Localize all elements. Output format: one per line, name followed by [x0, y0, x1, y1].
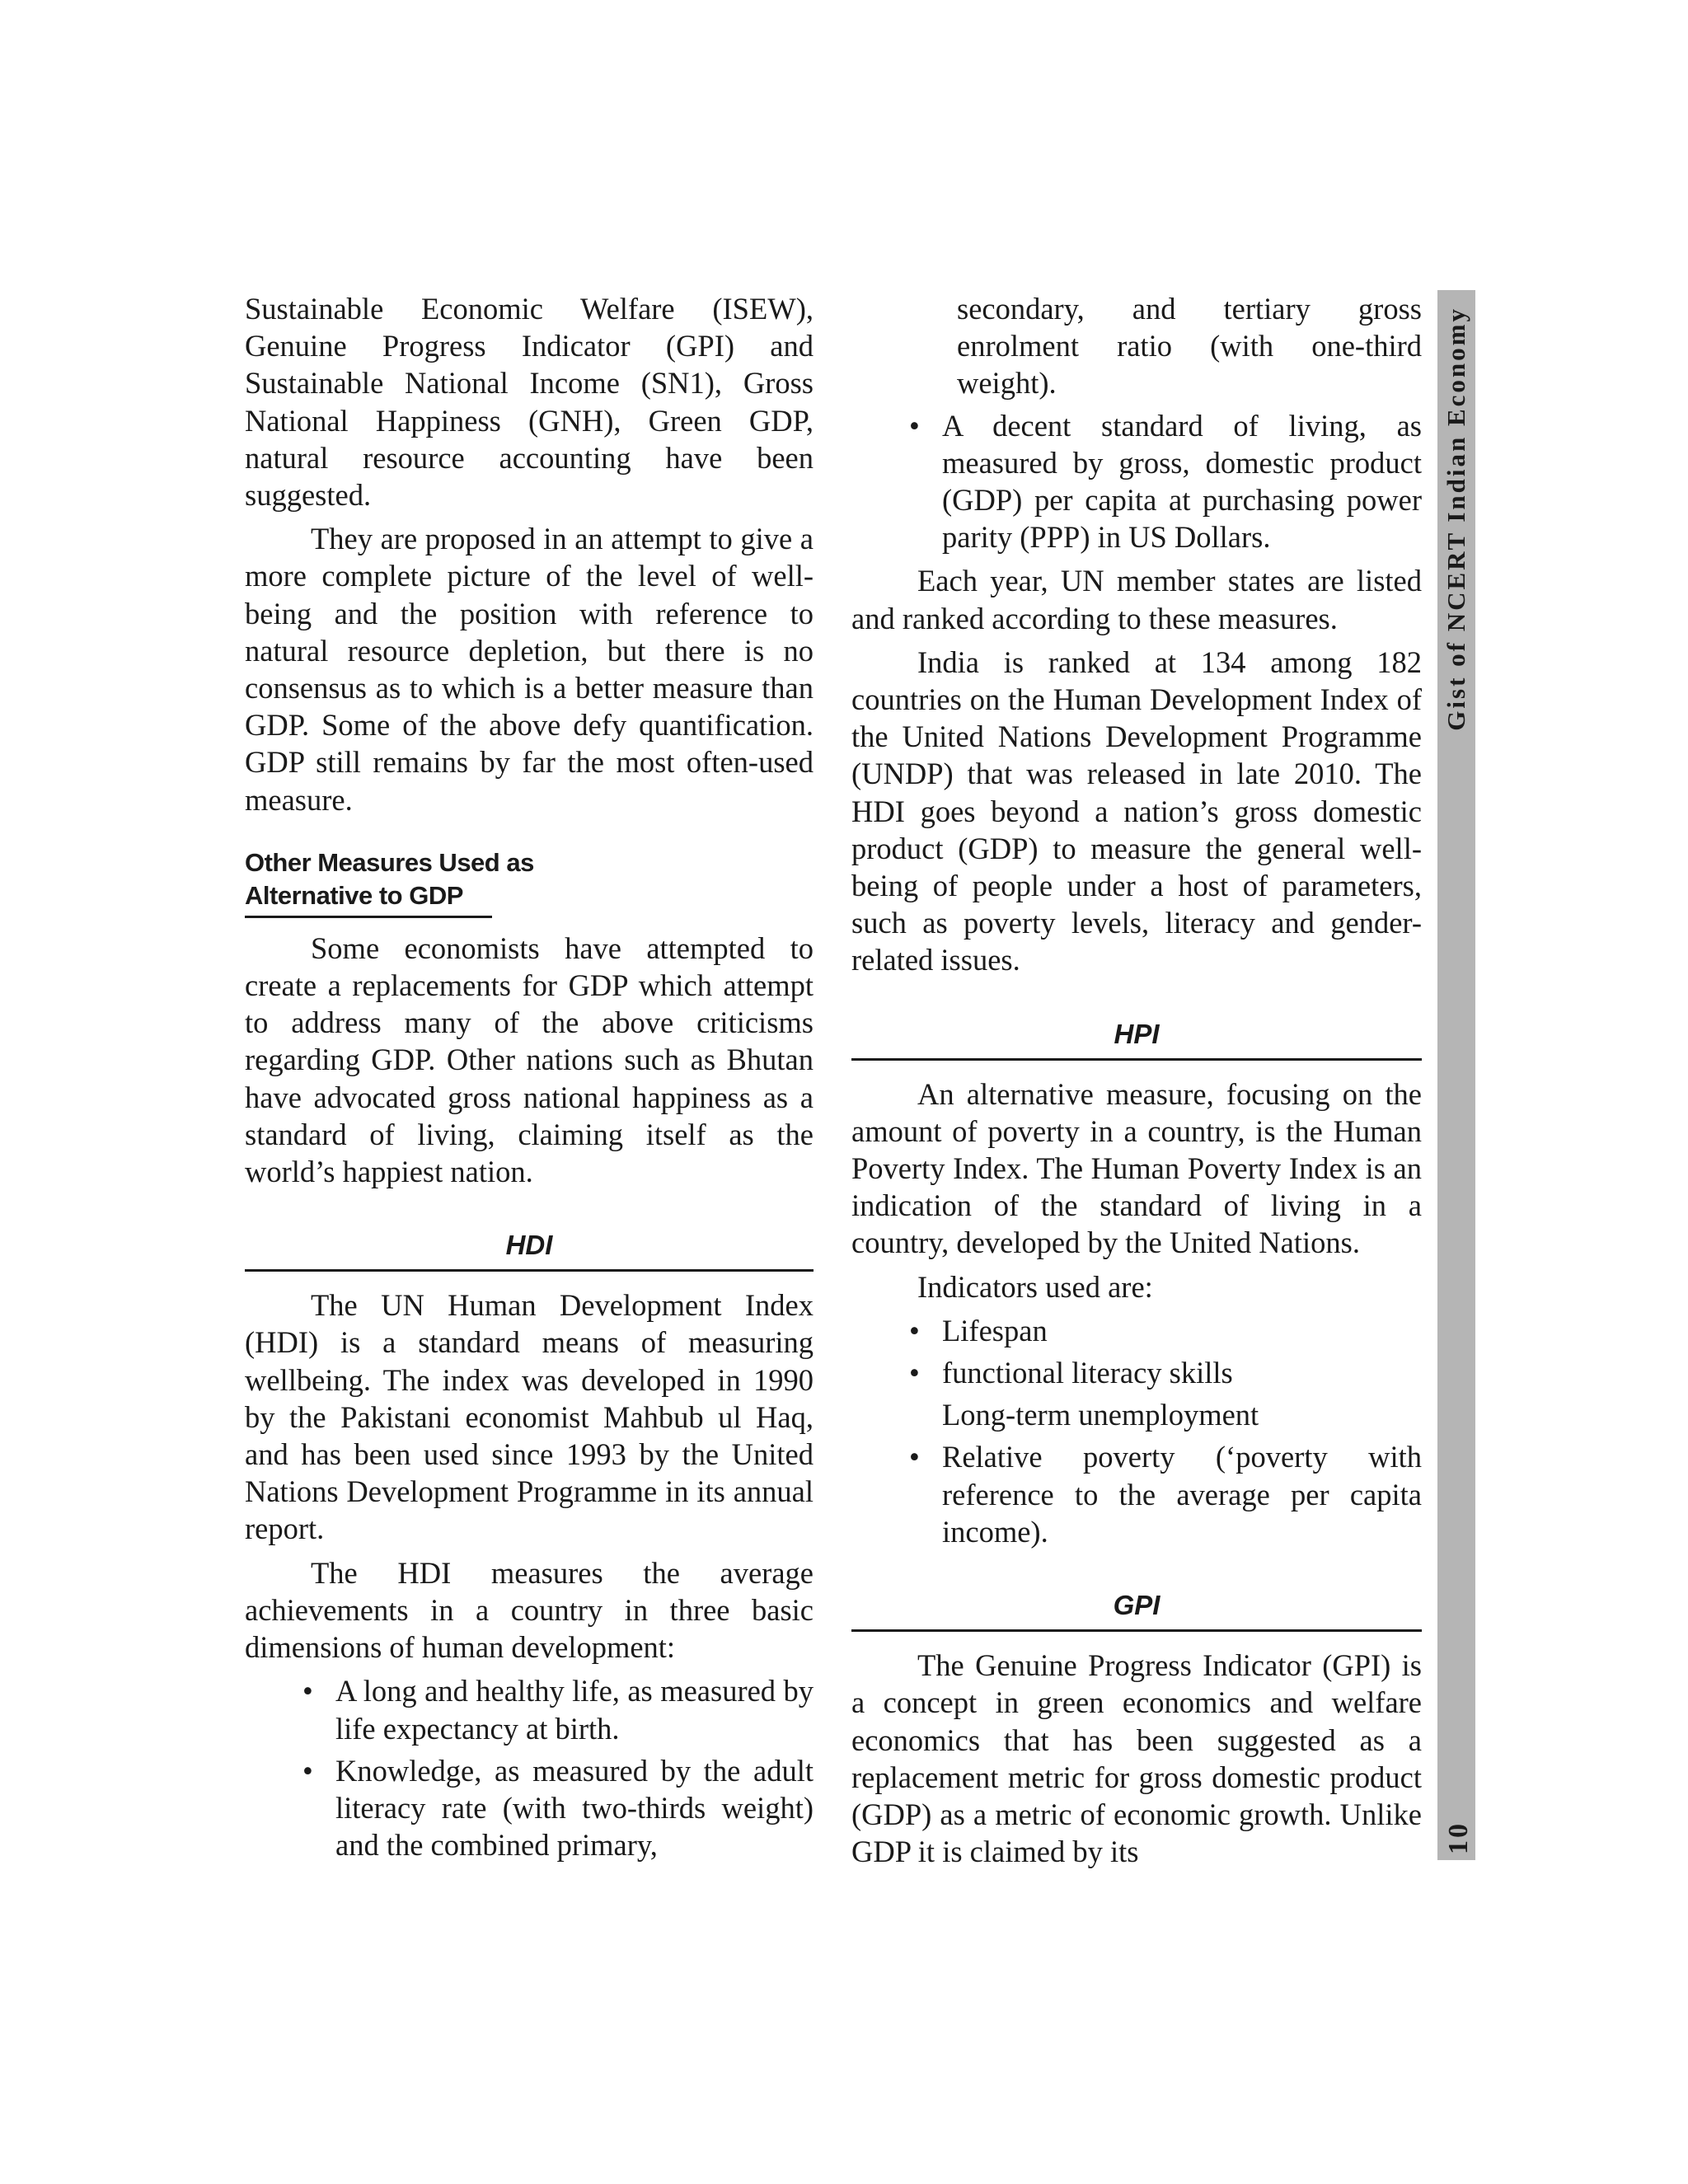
paragraph: Indicators used are: [917, 1269, 1153, 1304]
bullet-icon: • [302, 1753, 313, 1788]
paragraph: Some economists have attempted to create a replacements for GDP which attempt to address many of the above criticisms regarding GDP. Other nations such as Bhutan have advocated gross national happiness as a standard of living, claiming itself as the world’s happiest nation. [245, 930, 814, 1189]
right-column [851, 290, 1422, 1877]
hpi-indicators-list [909, 1312, 1422, 1550]
paragraph: The Genuine Progress Indicator (GPI) is a concept in green economics and welfare economics that has been suggested as a replacement metric for gross domestic product (GDP) as a metric of economic growth. Unlike GDP it is claimed by its [851, 1648, 1422, 1869]
section-rule [851, 1058, 1422, 1061]
section-title-hdi: HDI [505, 1230, 553, 1261]
paragraph: Sustainable Economic Welfare (ISEW), Genuine Progress Indicator (GPI) and Sustainable National Income (SN1), Gross National Happiness (GNH), Green GDP, natural resource accounting have been suggested. [245, 292, 814, 513]
section-rule [245, 1269, 814, 1272]
list-item: • Knowledge, as measured by the adult literacy rate (with two-thirds weight) and the combined primary, [302, 1753, 814, 1863]
left-column [245, 290, 814, 1870]
paragraph: India is ranked at 134 among 182 countries on the Human Development Index of the United Nations Development Programme (UNDP) that was released in late 2010. The HDI goes beyond a nation’s gross domestic product (GDP) to measure the general well-being of people under a host of parameters, such as poverty levels, literacy and gender-related issues. [851, 644, 1422, 977]
list-item-continuation: secondary, and tertiary gross enrolment ratio (with one-third weight). [957, 292, 1422, 401]
section-title-gpi: GPI [1113, 1590, 1160, 1621]
section-rule [851, 1629, 1422, 1632]
hdi-dimensions-list-continued [909, 407, 1422, 556]
hdi-dimensions-list [302, 1672, 814, 1863]
heading-underline [245, 916, 492, 918]
section-title-hpi: HPI [1114, 1018, 1160, 1049]
list-item: • Lifespan [909, 1312, 1422, 1349]
bullet-icon: • [302, 1674, 313, 1708]
paragraph: An alternative measure, focusing on the amount of poverty in a country, is the Human Poverty Index. The Human Poverty Index is an indication of the standard of living in a country, developed by the United Nations. [851, 1076, 1422, 1260]
bullet-icon: • [909, 1356, 920, 1390]
paragraph: The HDI measures the average achievements in a country in three basic dimensions of human development: [245, 1555, 814, 1665]
book-title-vertical: Gist of NCERT Indian Economy [1442, 307, 1470, 731]
section-heading-other-measures: Other Measures Used as Alternative to GDP [245, 847, 534, 910]
paragraph: They are proposed in an attempt to give a more complete picture of the level of well-being and the position with reference to natural resource depletion, but there is no consensus as to which is a better measure than GDP. Some of the above defy quantification. GDP still remains by far the most often-used measure. [245, 522, 814, 817]
bullet-icon: • [909, 1313, 920, 1347]
list-item: • A long and healthy life, as measured by life expectancy at birth. [302, 1674, 814, 1746]
paragraph: Each year, UN member states are listed and ranked according to these measures. [851, 564, 1422, 635]
list-item: Long-term unemployment [942, 1398, 1259, 1432]
list-item: • functional literacy skills [909, 1354, 1422, 1391]
bullet-icon: • [909, 408, 920, 443]
paragraph: The UN Human Development Index (HDI) is a standard means of measuring wellbeing. The index was developed in 1990 by the Pakistani economist Mahbub ul Haq, and has been used since 1993 by the United Nations Development Programme in its annual report. [245, 1288, 814, 1546]
list-item: • A decent standard of living, as measured by gross, domestic product (GDP) per capita at purchasing power parity (PPP) in US Dollars. [909, 408, 1422, 555]
bullet-icon: • [909, 1440, 920, 1474]
page-number: 10 [1443, 1821, 1474, 1854]
list-item: • Relative poverty (‘poverty with reference to the average per capita income). [909, 1440, 1422, 1549]
